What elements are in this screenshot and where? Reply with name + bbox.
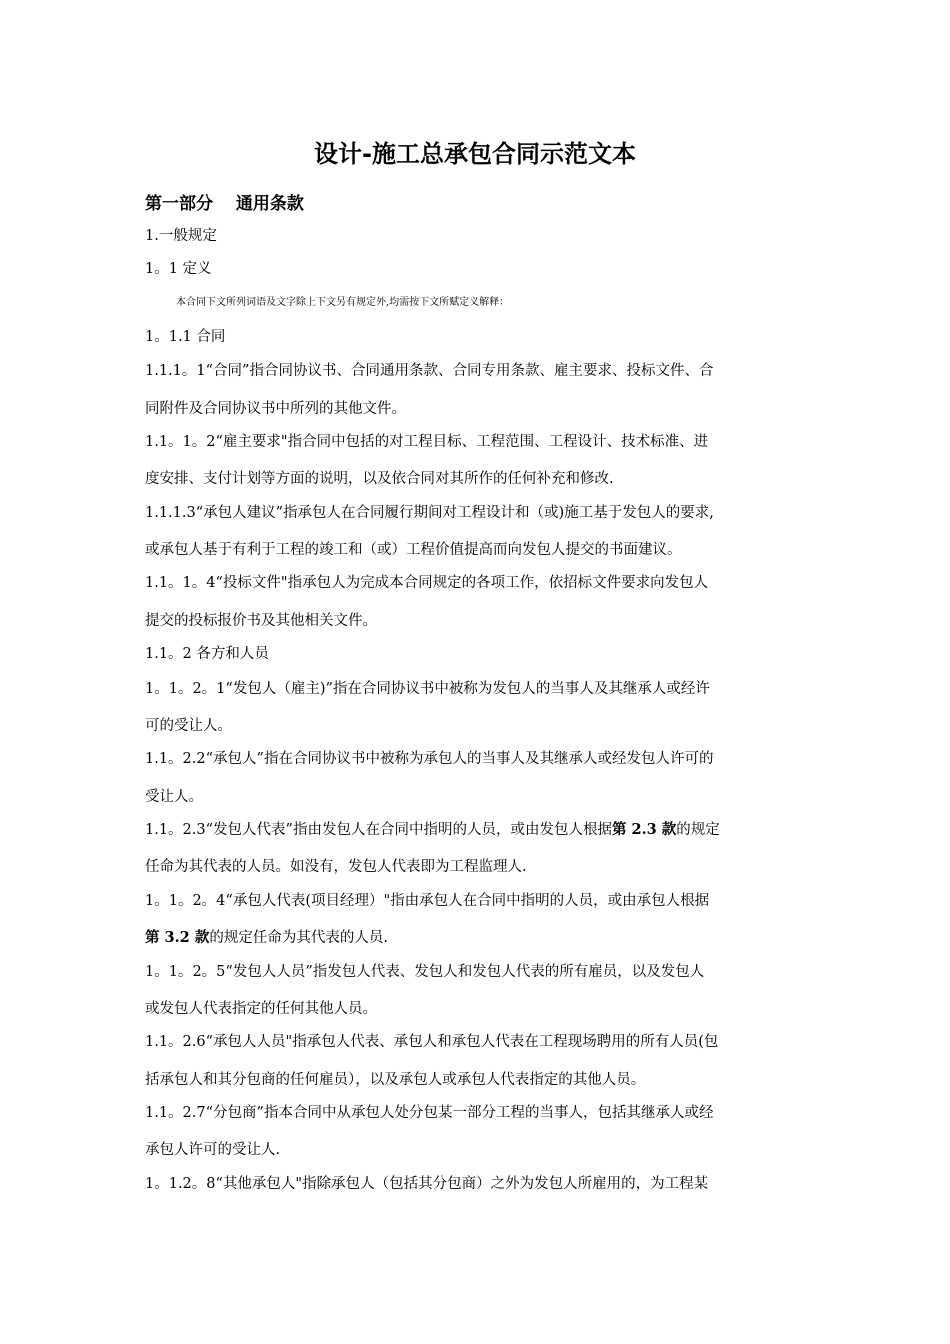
paragraph-line: 承包人许可的受让人. <box>145 1142 281 1158</box>
section-heading: 1.一般规定 <box>145 228 217 244</box>
paragraph-line: 1.1。2.2“承包人”指在合同协议书中被称为承包人的当事人及其继承人或经发包人许可的 <box>145 751 714 767</box>
clause-reference: 第 3.2 款 <box>145 929 210 946</box>
paragraph-line: 提交的投标报价书及其他相关文件。 <box>145 613 377 629</box>
subsection-heading: 1。1.1 合同 <box>145 329 226 345</box>
paragraph-line: 1.1。2.6“承包人人员"指承包人代表、承包人和承包人代表在工程现场聘用的所有人员(包 <box>145 1034 719 1050</box>
line-text: 的规定任命为其代表的人员. <box>209 930 388 946</box>
paragraph-line: 1。1。2。5“发包人人员”指发包人代表、发包人和发包人代表的所有雇员，以及发包人 <box>145 964 705 980</box>
paragraph-line: 同附件及合同协议书中所列的其他文件。 <box>145 401 406 417</box>
paragraph-line: 本合同下文所列词语及文字除上下文另有规定外,均需按下文所赋定义解释： <box>176 297 510 308</box>
part-heading: 第一部分 通用条款 <box>145 194 304 214</box>
paragraph-line: 1。1.2。8“其他承包人"指除承包人（包括其分包商）之外为发包人所雇用的，为工程某 <box>145 1176 709 1192</box>
paragraph-line <box>145 928 815 948</box>
paragraph-line: 或发包人代表指定的任何其他人员。 <box>145 1001 377 1017</box>
paragraph-line <box>145 820 815 840</box>
paragraph-line: 1。1。2。4“承包人代表(项目经理）"指由承包人在合同中指明的人员，或由承包人根据 <box>145 893 710 909</box>
paragraph-line: 括承包人和其分包商的任何雇员），以及承包人或承包人代表指定的其他人员。 <box>145 1072 646 1088</box>
paragraph-line: 可的受让人。 <box>145 718 232 734</box>
paragraph-line: 1.1。1。4“投标文件"指承包人为完成本合同规定的各项工作，依招标文件要求向发包人 <box>145 575 709 591</box>
clause-reference: 第 2.3 款 <box>611 821 677 838</box>
paragraph-line: 任命为其代表的人员。如没有，发包人代表即为工程监理人. <box>145 859 527 875</box>
paragraph-line: 或承包人基于有利于工程的竣工和（或）工程价值提高而向发包人提交的书面建议。 <box>145 542 682 558</box>
paragraph-line: 受让人。 <box>145 789 203 805</box>
paragraph-line: 度安排、支付计划等方面的说明，以及依合同对其所作的任何补充和修改. <box>145 471 614 487</box>
paragraph-line: 1.1.1。1“合同”指合同协议书、合同通用条款、合同专用条款、雇主要求、投标文件、合 <box>145 363 714 379</box>
paragraph-line: 1。1。2。1“发包人（雇主)”指在合同协议书中被称为发包人的当事人及其继承人或经许 <box>145 681 710 697</box>
line-text: 的规定 <box>676 822 720 838</box>
paragraph-line: 1.1。1。2“雇主要求"指合同中包括的对工程目标、工程范围、工程设计、技术标准、进 <box>145 434 709 450</box>
document-title: 设计-施工总承包合同示范文本 <box>314 140 636 168</box>
paragraph-line: 1.1。2.7“分包商”指本合同中从承包人处分包某一部分工程的当事人，包括其继承人或经 <box>145 1105 714 1121</box>
subsection-heading: 1。1 定义 <box>145 261 212 277</box>
line-text: 1.1。2.3“发包人代表”指由发包人在合同中指明的人员，或由发包人根据 <box>145 822 612 838</box>
paragraph-line: 1.1.1.3“承包人建议”指承包人在合同履行期间对工程设计和（或)施工基于发包人的要求, <box>145 505 714 521</box>
subsection-heading: 1.1。2 各方和人员 <box>145 646 269 662</box>
